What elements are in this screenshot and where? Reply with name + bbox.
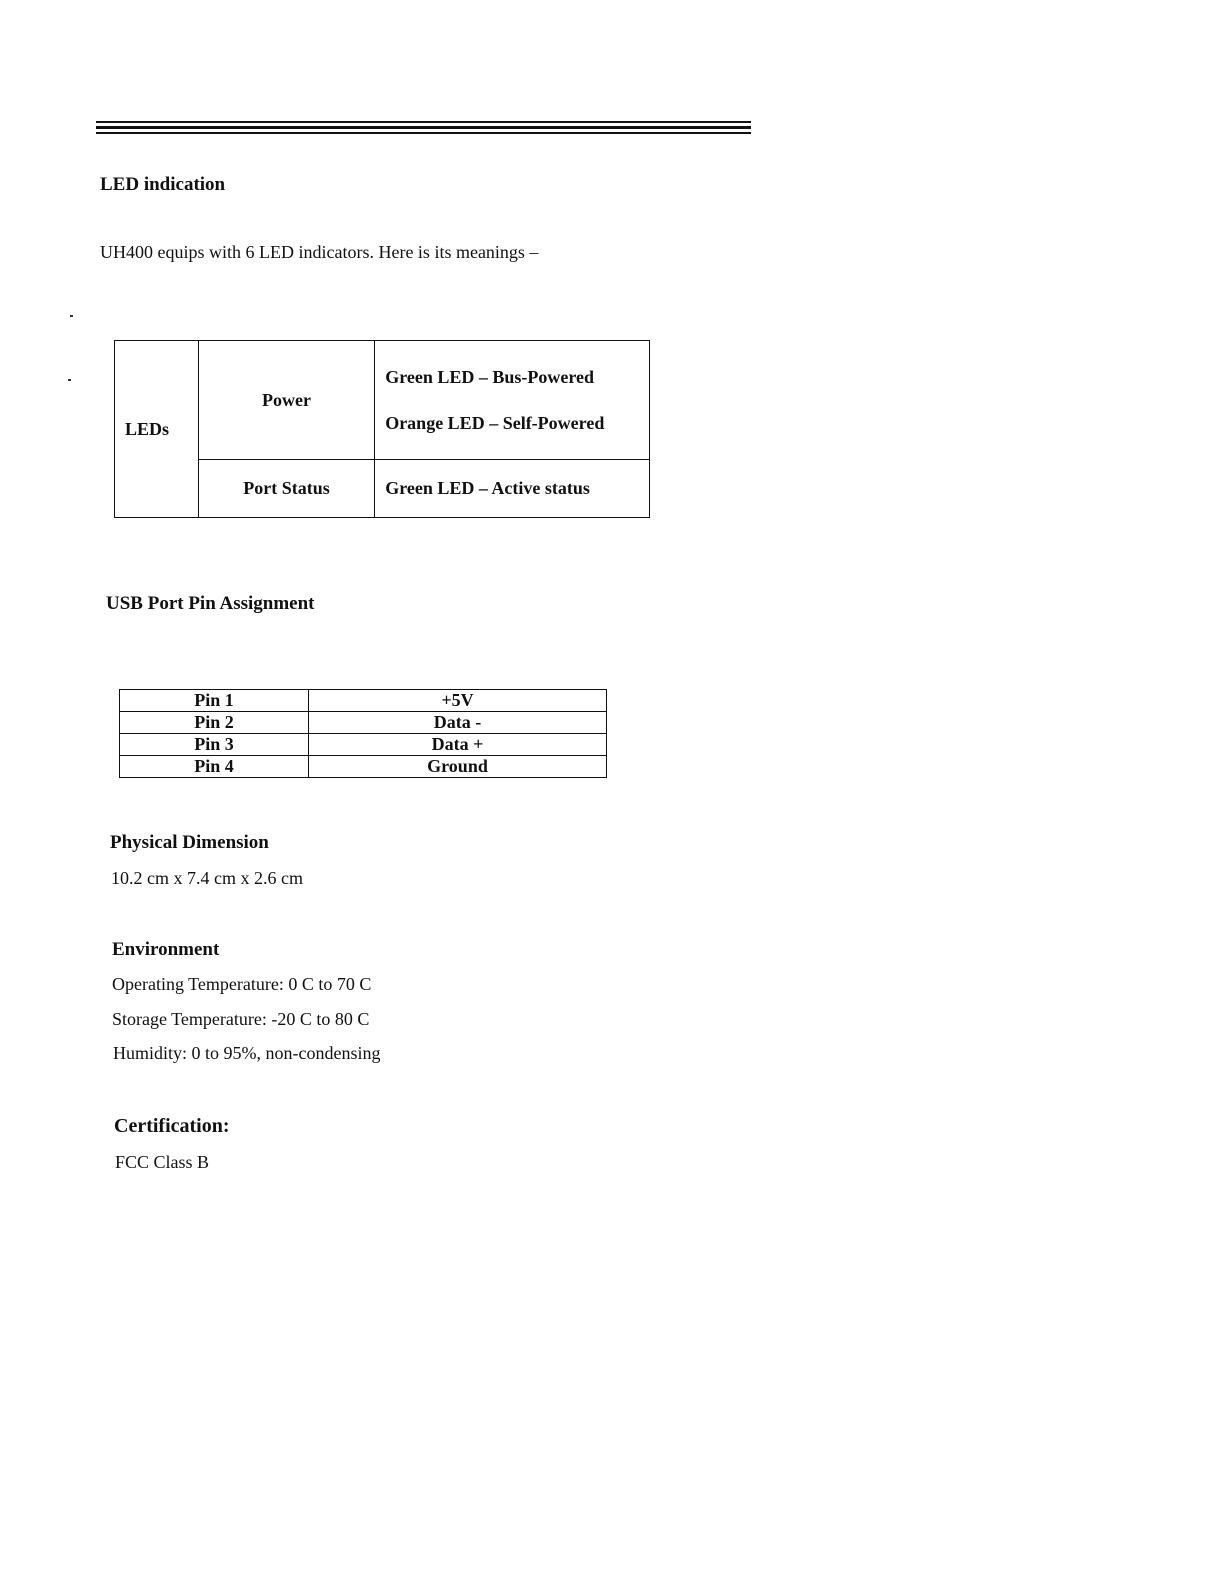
led-row-power [115, 341, 650, 460]
pin-signal: Data + [309, 734, 607, 756]
led-name-power: Power [198, 341, 374, 460]
pin-label: Pin 2 [120, 712, 309, 734]
physical-dimension-heading: Physical Dimension [110, 832, 269, 853]
certification-heading: Certification: [114, 1115, 230, 1137]
environment-line: Storage Temperature: -20 C to 80 C [112, 1009, 370, 1029]
header-rule-middle [96, 126, 751, 129]
environment-heading: Environment [112, 939, 220, 960]
scan-mark [70, 315, 73, 317]
physical-dimension-value: 10.2 cm x 7.4 cm x 2.6 cm [111, 868, 303, 888]
pin-label: Pin 1 [120, 690, 309, 712]
led-value-orange-self: Orange LED – Self-Powered [385, 413, 605, 434]
environment-line: Humidity: 0 to 95%, non-condensing [113, 1043, 381, 1063]
pin-label: Pin 4 [120, 756, 309, 778]
usb-pin-heading: USB Port Pin Assignment [106, 593, 315, 614]
pin-label: Pin 3 [120, 734, 309, 756]
led-value-green-bus: Green LED – Bus-Powered [385, 367, 595, 388]
header-rule-top [96, 121, 751, 123]
environment-line: Operating Temperature: 0 C to 70 C [112, 974, 372, 994]
certification-value: FCC Class B [115, 1152, 210, 1172]
led-values-power [375, 341, 650, 460]
pin-signal: Ground [309, 756, 607, 778]
header-rule-bottom [96, 132, 751, 134]
pin-signal: +5V [309, 690, 607, 712]
led-indication-heading: LED indication [100, 174, 226, 195]
led-intro-text: UH400 equips with 6 LED indicators. Here is its meanings – [100, 242, 539, 262]
table-row [120, 690, 607, 712]
table-row [120, 734, 607, 756]
pin-signal: Data - [309, 712, 607, 734]
table-row [120, 756, 607, 778]
led-value-green-active: Green LED – Active status [375, 460, 650, 518]
led-group-label: LEDs [115, 341, 199, 518]
scan-mark [68, 379, 71, 381]
pin-table [119, 689, 607, 778]
led-name-port-status: Port Status [198, 460, 374, 518]
table-row [120, 712, 607, 734]
led-table [114, 340, 650, 518]
